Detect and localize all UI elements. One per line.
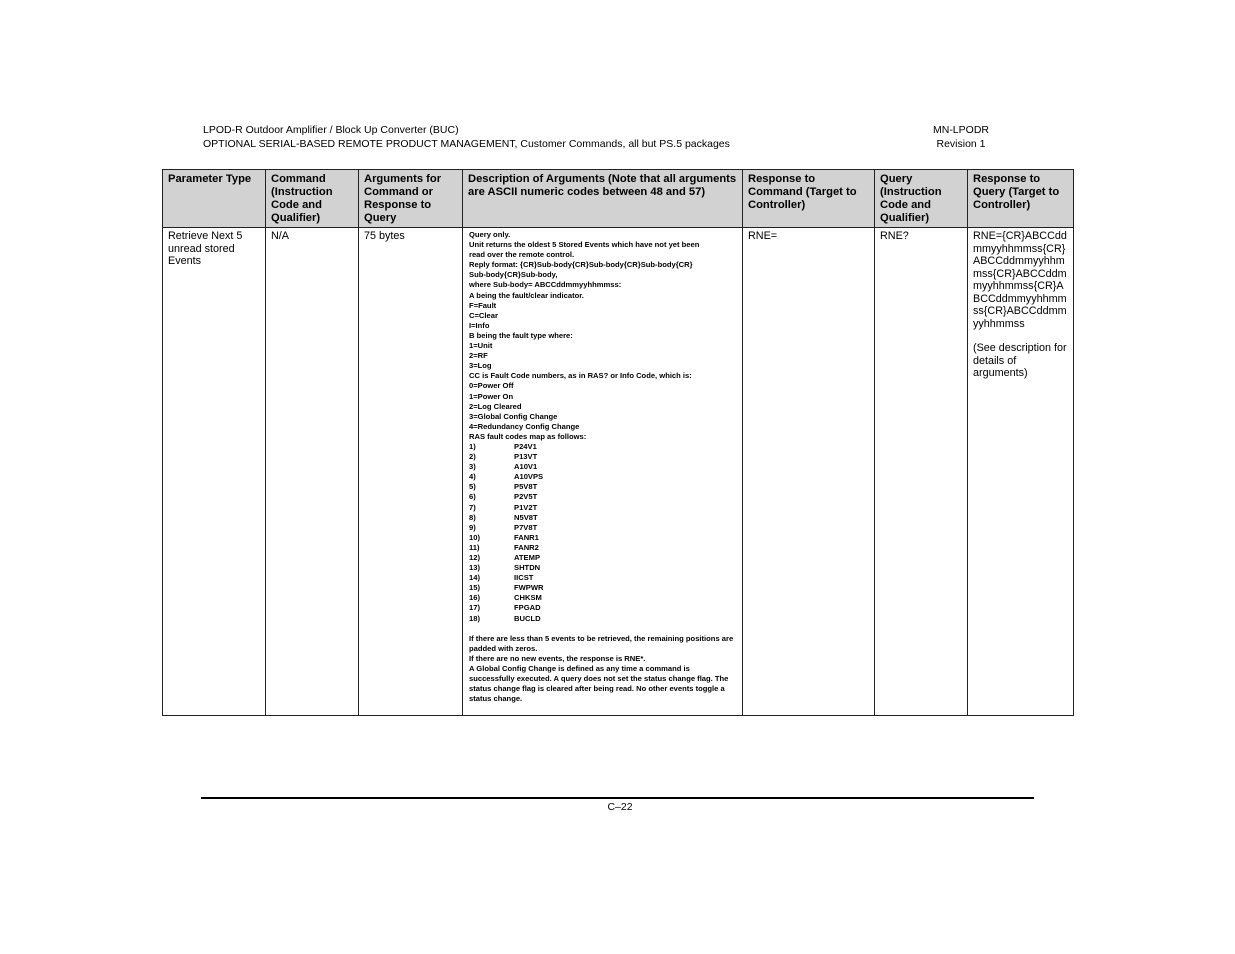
fault-code-row — [469, 614, 736, 624]
fault-code-row — [469, 573, 736, 583]
command-cell: N/A — [266, 228, 359, 716]
fault-code-number: 12) — [469, 553, 480, 562]
column-header: Response to Query (Target to Controller) — [968, 170, 1074, 228]
response-to-query-cell — [968, 228, 1074, 716]
fault-code-name: ATEMP — [514, 553, 541, 562]
description-line: CC is Fault Code numbers, as in RAS? or Info Code, which is: — [469, 371, 692, 381]
column-header: Query (Instruction Code and Qualifier) — [875, 170, 968, 228]
fault-code-name: FWPWR — [514, 583, 544, 593]
fault-code-row — [469, 603, 736, 613]
fault-code-number: 14) — [469, 573, 480, 583]
fault-code-number: 2) — [469, 452, 476, 462]
column-header: Description of Arguments (Note that all arguments are ASCII numeric codes between 48 and 57) — [463, 170, 743, 228]
fault-code-name: P2V5T — [514, 492, 538, 502]
fault-code-name: SHTDN — [514, 563, 541, 573]
page-number: C–22 — [607, 801, 633, 813]
fault-code-number: 8) — [469, 512, 476, 522]
fault-code-list — [469, 442, 736, 624]
table-row — [163, 228, 1074, 716]
query-cell: RNE? — [875, 228, 968, 716]
page-header-right — [891, 123, 1031, 151]
description-note: If there are no new events, the response is RNE*. — [469, 653, 646, 663]
description-line: B being the fault type where: — [469, 330, 573, 340]
fault-code-name: P24V1 — [514, 441, 537, 451]
fault-code-row — [469, 593, 736, 603]
fault-code-name: A10V1 — [514, 462, 538, 472]
fault-code-row — [469, 503, 736, 513]
fault-code-name: N5V8T — [514, 512, 538, 522]
fault-code-row — [469, 492, 736, 502]
fault-code-number: 11) — [469, 542, 480, 552]
description-line: 0=Power Off — [469, 381, 514, 391]
fault-code-row — [469, 543, 736, 553]
fault-code-name: FANR1 — [514, 532, 539, 542]
fault-code-number: 7) — [469, 502, 476, 512]
description-line: read over the remote control. — [469, 250, 575, 260]
description-line: 1=Power On — [469, 391, 514, 401]
fault-code-row — [469, 462, 736, 472]
description-note: If there are less than 5 events to be retrieved, the remaining positions are padded with zeros. — [469, 633, 734, 653]
description-line: 2=Log Cleared — [469, 401, 522, 411]
description-line: A being the fault/clear indicator. — [469, 290, 584, 300]
table-header-row — [163, 170, 1074, 228]
description-lines — [469, 230, 736, 442]
description-cell — [463, 228, 743, 716]
fault-code-name: BUCLD — [514, 613, 541, 623]
footer-rule — [201, 797, 1034, 799]
fault-code-name: P1V2T — [514, 502, 538, 512]
description-line: 1=Unit — [469, 341, 493, 351]
fault-code-number: 16) — [469, 593, 480, 603]
description-notes — [469, 634, 736, 705]
column-header: Parameter Type — [163, 170, 266, 228]
fault-code-row — [469, 523, 736, 533]
parameter-type-cell: Retrieve Next 5 unread stored Events — [163, 228, 266, 716]
fault-code-name: P13VT — [514, 452, 538, 462]
fault-code-number: 18) — [469, 613, 480, 623]
description-line: where Sub-body= ABCCddmmyyhhmmss: — [469, 280, 622, 290]
description-line: Query only. — [469, 230, 511, 239]
fault-code-row — [469, 563, 736, 573]
description-line: RAS fault codes map as follows: — [469, 431, 587, 441]
page-header-left — [203, 123, 903, 151]
fault-code-number: 15) — [469, 583, 480, 593]
description-line: 3=Global Config Change — [469, 411, 558, 421]
column-header: Response to Command (Target to Controller) — [743, 170, 875, 228]
description-line: C=Clear — [469, 310, 498, 320]
header-subtitle: OPTIONAL SERIAL-BASED REMOTE PRODUCT MANAGEMENT, Customer Commands, all but PS.5 packages — [203, 138, 730, 150]
response-to-query-note: (See description for details of arguments) — [973, 342, 1067, 379]
fault-code-number: 5) — [469, 482, 476, 492]
fault-code-row — [469, 583, 736, 593]
description-line: Reply format: {CR}Sub-body{CR}Sub-body{CR}Sub-body{CR} — [469, 260, 693, 270]
fault-code-row — [469, 442, 736, 452]
fault-code-name: P5V8T — [514, 482, 538, 492]
description-line: I=Info — [469, 320, 490, 330]
description-line: 4=Redundancy Config Change — [469, 421, 580, 431]
fault-code-name: FANR2 — [514, 542, 539, 552]
response-to-query-value: RNE={CR}ABCCddmmyyhhmmss{CR}ABCCddmmyyhhmmss{CR}ABCCddmmyyhhmmss{CR}ABCCddmmyyhhmmss{CR}ABCCddmmyyhhmmss — [973, 230, 1067, 330]
fault-code-number: 9) — [469, 522, 476, 532]
fault-code-name: A10VPS — [514, 472, 544, 482]
arguments-cell: 75 bytes — [359, 228, 463, 716]
fault-code-name: P7V8T — [514, 522, 538, 532]
fault-code-name: IICST — [514, 573, 534, 583]
fault-code-name: FPGAD — [514, 603, 541, 613]
command-table — [162, 169, 1074, 716]
fault-code-number: 10) — [469, 532, 480, 542]
fault-code-number: 4) — [469, 472, 476, 482]
fault-code-row — [469, 472, 736, 482]
fault-code-row — [469, 553, 736, 563]
column-header: Arguments for Command or Response to Query — [359, 170, 463, 228]
description-line: 3=Log — [469, 361, 492, 371]
fault-code-number: 13) — [469, 563, 480, 573]
fault-code-number: 17) — [469, 603, 480, 613]
fault-code-row — [469, 482, 736, 492]
fault-code-row — [469, 452, 736, 462]
description-note: A Global Config Change is defined as any time a command is successfully executed. A query does not set the status change flag. The status change flag is cleared after being read. No other events toggle a status change. — [469, 663, 729, 704]
description-line: F=Fault — [469, 300, 497, 310]
description-line: Unit returns the oldest 5 Stored Events which have not yet been — [469, 240, 700, 250]
document-id: MN-LPODR — [932, 124, 989, 136]
description-line: Sub-body{CR}Sub-body, — [469, 270, 558, 280]
fault-code-name: CHKSM — [514, 593, 542, 603]
fault-code-number: 6) — [469, 492, 476, 502]
header-title: LPOD-R Outdoor Amplifier / Block Up Converter (BUC) — [203, 124, 459, 136]
fault-code-number: 1) — [469, 441, 476, 451]
fault-code-number: 3) — [469, 462, 476, 472]
column-header: Command (Instruction Code and Qualifier) — [266, 170, 359, 228]
revision-label: Revision 1 — [936, 138, 986, 150]
description-line: 2=RF — [469, 351, 488, 361]
response-to-command-cell: RNE= — [743, 228, 875, 716]
fault-code-row — [469, 533, 736, 543]
fault-code-row — [469, 513, 736, 523]
